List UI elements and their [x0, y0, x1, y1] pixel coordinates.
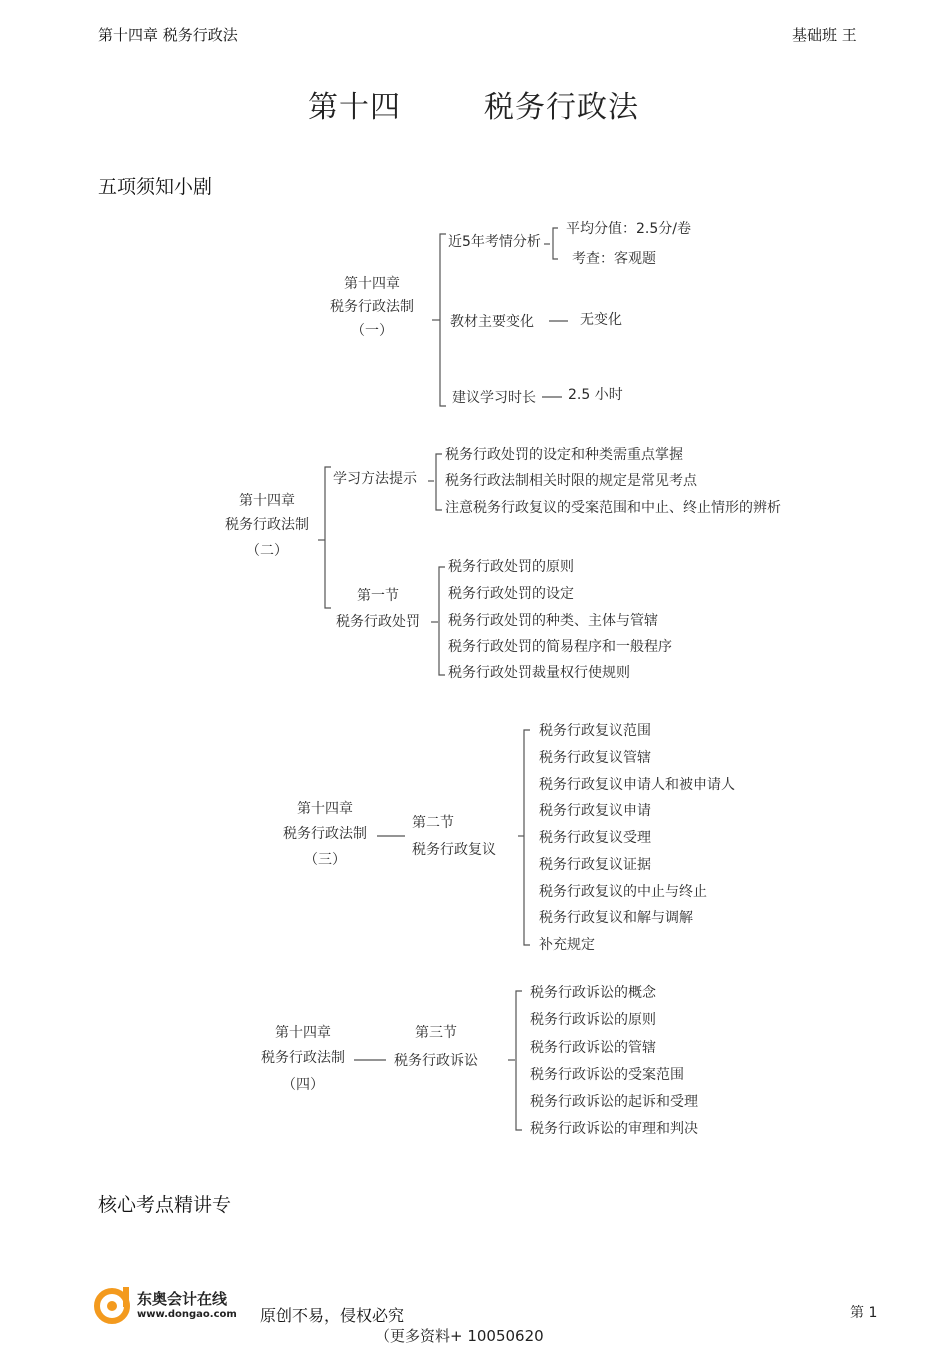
map4-item: 税务行政诉讼的受案范围	[530, 1067, 684, 1083]
map3-root-line3: （三）	[304, 852, 346, 868]
map3-item: 税务行政复议证据	[539, 857, 651, 873]
map4-section-line1: 第三节	[415, 1025, 457, 1041]
map2-root-line1: 第十四章	[239, 493, 295, 509]
map4-root-line2: 税务行政法制	[261, 1050, 345, 1066]
map3-root-line1: 第十四章	[297, 801, 353, 817]
map2-section-line1: 第一节	[357, 588, 399, 604]
map1-exam-type: 考查：客观题	[572, 251, 656, 267]
map4-root-line1: 第十四章	[275, 1025, 331, 1041]
map4-items-bracket	[516, 991, 522, 1130]
map1-root-line3: （一）	[351, 323, 393, 339]
map4-item: 税务行政诉讼的概念	[530, 985, 656, 1001]
map1-root-line1: 第十四章	[344, 276, 400, 292]
copyright-note: 原创不易，侵权必究	[260, 1306, 405, 1325]
map3-item: 税务行政复议范围	[539, 723, 651, 739]
map3-item: 税务行政复议和解与调解	[539, 910, 693, 926]
map3-root-line2: 税务行政法制	[283, 826, 367, 842]
map1-change-value: 无变化	[580, 312, 622, 328]
logo-url: www.dongao.com	[137, 1309, 237, 1320]
map2-tip-item: 税务行政法制相关时限的规定是常见考点	[445, 473, 697, 489]
map3-item: 税务行政复议受理	[539, 830, 651, 846]
page-number: 第 1	[850, 1305, 878, 1321]
map2-section-item: 税务行政处罚的简易程序和一般程序	[448, 639, 672, 655]
map1-main-bracket	[440, 234, 446, 406]
map2-section-item: 税务行政处罚裁量权行使规则	[448, 665, 630, 681]
map2-root-line3: （二）	[246, 543, 288, 559]
section-heading-preview: 五项须知小剧	[98, 176, 213, 198]
map2-section-bracket	[439, 567, 445, 675]
map2-tip-item: 注意税务行政复议的受案范围和中止、终止情形的辨析	[445, 500, 781, 516]
map3-item: 税务行政复议申请	[539, 803, 651, 819]
section-heading-core: 核心考点精讲专	[98, 1194, 232, 1216]
dongao-logo-icon	[93, 1285, 133, 1325]
logo-name: 东奥会计在线	[137, 1290, 228, 1308]
map2-tip-item: 税务行政处罚的设定和种类需重点掌握	[445, 447, 683, 463]
page-title-part2: 税务行政法	[484, 90, 639, 125]
map4-item: 税务行政诉讼的起诉和受理	[530, 1094, 698, 1110]
map2-section-item: 税务行政处罚的设定	[448, 586, 574, 602]
map2-section-item: 税务行政处罚的种类、主体与管辖	[448, 613, 658, 629]
map3-section-line2: 税务行政复议	[412, 842, 496, 858]
map4-root-line3: （四）	[282, 1077, 324, 1093]
map2-section-item: 税务行政处罚的原则	[448, 559, 574, 575]
running-header-class: 基础班 王	[792, 26, 857, 44]
more-materials-note: （更多资料+ 10050620	[375, 1327, 544, 1345]
map2-root-line2: 税务行政法制	[225, 517, 309, 533]
map3-item: 税务行政复议申请人和被申请人	[539, 777, 735, 793]
map1-analysis-bracket	[553, 228, 558, 259]
map1-analysis-label: 近5年考情分析	[448, 234, 541, 250]
map3-items-bracket	[524, 730, 530, 945]
map3-item: 税务行政复议的中止与终止	[539, 884, 707, 900]
map2-tips-bracket	[436, 454, 442, 510]
map4-item: 税务行政诉讼的审理和判决	[530, 1121, 698, 1137]
running-header-chapter: 第十四章 税务行政法	[98, 26, 238, 44]
map4-item: 税务行政诉讼的原则	[530, 1012, 656, 1028]
page-title-part1: 第十四	[308, 90, 401, 125]
map4-section-line2: 税务行政诉讼	[394, 1053, 478, 1069]
map3-section-line1: 第二节	[412, 815, 454, 831]
map1-study-label: 建议学习时长	[452, 390, 536, 406]
map2-section-line2: 税务行政处罚	[336, 614, 420, 630]
map1-root-line2: 税务行政法制	[330, 299, 414, 315]
map3-item: 税务行政复议管辖	[539, 750, 651, 766]
map1-avg-score: 平均分值：2.5分/卷	[566, 221, 691, 237]
map3-item: 补充规定	[539, 937, 595, 953]
map1-change-label: 教材主要变化	[450, 314, 534, 330]
map1-study-value: 2.5 小时	[568, 387, 623, 403]
map4-item: 税务行政诉讼的管辖	[530, 1040, 656, 1056]
map2-tips-label: 学习方法提示	[333, 471, 417, 487]
